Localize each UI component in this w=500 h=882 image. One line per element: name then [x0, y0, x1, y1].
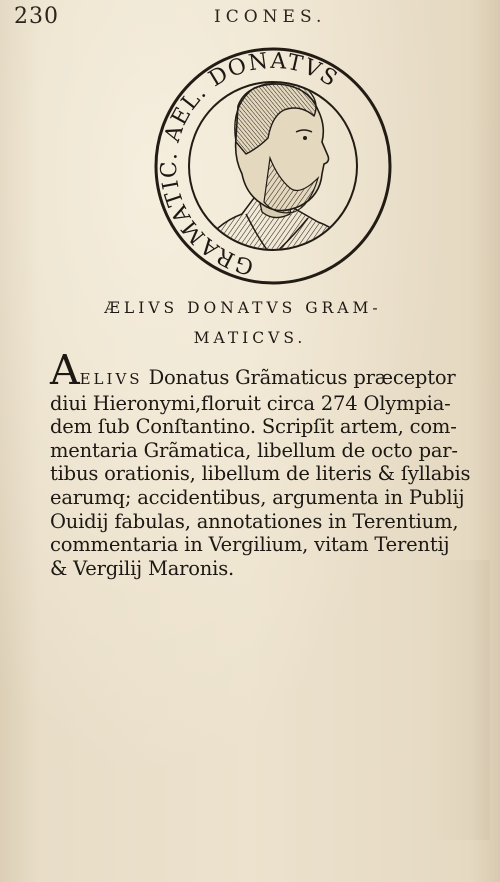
paragraph-line-3: dem ſub Conſtantino. Scripſit artem, com-	[50, 415, 457, 439]
paper-shading	[430, 560, 490, 840]
first-word-small-caps: ELIVS	[79, 370, 143, 388]
bust-portrait	[190, 82, 356, 286]
paragraph-line-2: diui Hieronymi,floruit circa 274 Olympia-	[50, 391, 451, 415]
paragraph-line-7: Ouidij fabulas, annotationes in Terentium,	[50, 509, 459, 533]
paragraph-line-1	[50, 346, 490, 394]
paragraph-line-6: earumq; accidentibus, argumenta in Publij	[50, 485, 465, 509]
page-number: 230	[14, 4, 59, 29]
paragraph-line-9: & Vergilij Maronis.	[50, 556, 235, 580]
biography-paragraph	[50, 346, 490, 580]
portrait-medallion	[150, 46, 396, 286]
paragraph-line-8: commentaria in Vergilium, vitam Terentij	[50, 533, 450, 557]
portrait-caption-line-1: ÆLIVS DONATVS GRAM-	[104, 299, 382, 317]
running-head: ICONES.	[214, 7, 327, 27]
paragraph-line-5: tibus orationis, libellum de literis & ſyllabis	[50, 462, 471, 486]
paragraph-line-4: mentaria Grãmatica, libellum de octo par-	[50, 438, 458, 462]
drop-cap: A	[50, 346, 80, 394]
medallion-inscription: GRAMATIC. AEL. DONATVS	[156, 48, 343, 279]
portrait-caption-line-2: MATICVS.	[193, 329, 307, 347]
paragraph-line-1-text: Donatus Grãmaticus præceptor	[148, 366, 456, 389]
